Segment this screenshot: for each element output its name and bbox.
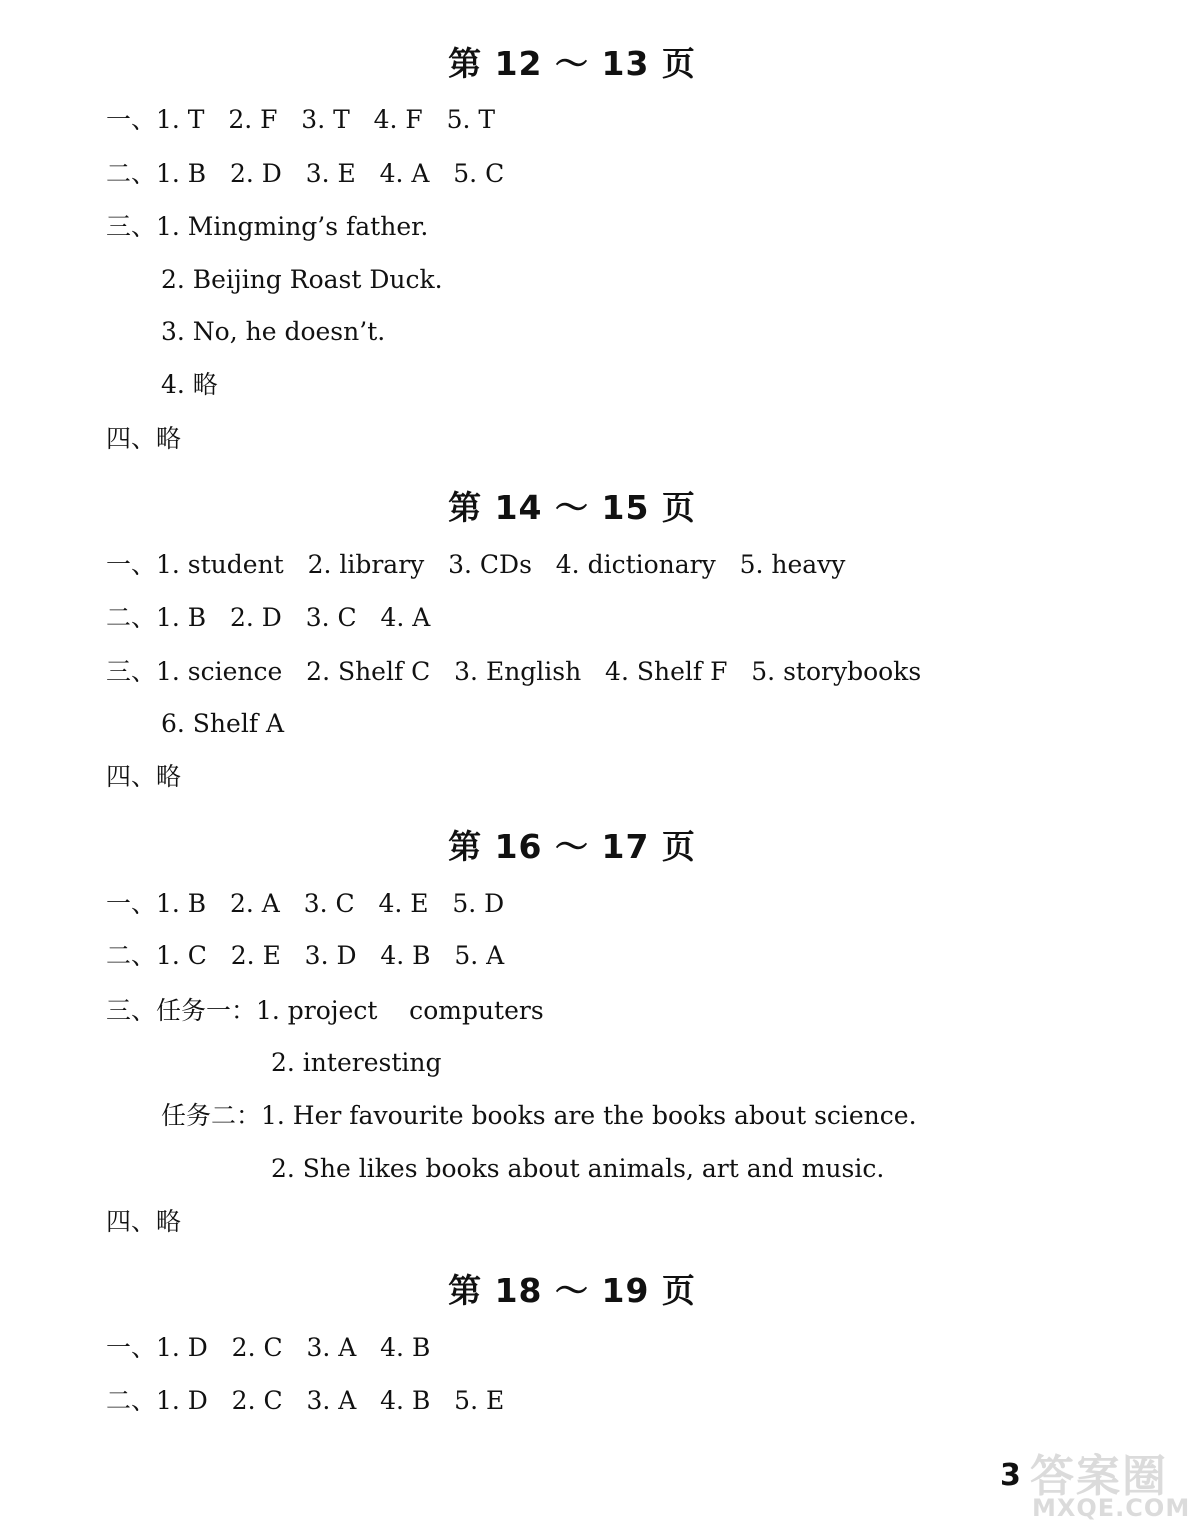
answer-line: 三、1. science 2. Shelf C 3. English 4. Shelf F 5. storybooks [106, 657, 922, 686]
answer-line: 四、略 [106, 762, 182, 791]
answer-line: 4. 略 [161, 370, 218, 399]
answer-line: 2. interesting [271, 1048, 442, 1077]
answer-line: 二、1. B 2. D 3. C 4. A [106, 603, 431, 632]
answer-line: 二、1. C 2. E 3. D 4. B 5. A [106, 941, 505, 970]
answer-line: 一、1. D 2. C 3. A 4. B [106, 1333, 431, 1362]
answer-line: 四、略 [106, 424, 182, 453]
watermark-bottom-text: MXQE.COM [1032, 1494, 1191, 1522]
watermark-logo [1030, 1440, 1191, 1530]
section-title: 第 16 ～ 17 页 [448, 827, 696, 866]
section-title: 第 12 ～ 13 页 [448, 44, 696, 83]
watermark-top-text: 答案圈 [1030, 1451, 1168, 1502]
answer-line: 四、略 [106, 1207, 182, 1236]
page-number: 3 [1000, 1458, 1021, 1493]
answer-line: 二、1. D 2. C 3. A 4. B 5. E [106, 1386, 505, 1415]
answer-line: 二、1. B 2. D 3. E 4. A 5. C [106, 159, 505, 188]
section-title: 第 14 ～ 15 页 [448, 488, 696, 527]
answer-line: 三、1. Mingming’s father. [106, 212, 429, 241]
answer-line: 2. She likes books about animals, art and music. [271, 1154, 885, 1183]
answer-line: 2. Beijing Roast Duck. [161, 265, 443, 294]
answer-line: 一、1. T 2. F 3. T 4. F 5. T [106, 105, 496, 134]
answer-line: 一、1. student 2. library 3. CDs 4. dictionary 5. heavy [106, 550, 846, 579]
answer-line: 任务二：1. Her favourite books are the books about science. [161, 1101, 917, 1130]
answer-line: 3. No, he doesn’t. [161, 317, 386, 346]
answer-line: 三、任务一：1. project computers [106, 996, 544, 1025]
answer-line: 一、1. B 2. A 3. C 4. E 5. D [106, 889, 505, 918]
answer-line: 6. Shelf A [161, 709, 285, 738]
section-title: 第 18 ～ 19 页 [448, 1271, 696, 1310]
